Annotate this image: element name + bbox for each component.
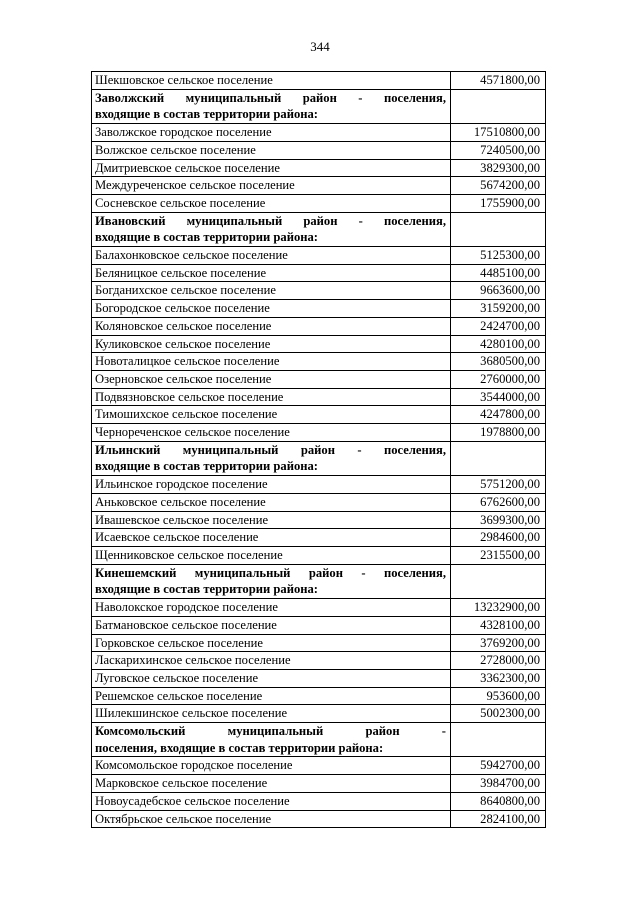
settlement-amount: 3544000,00 bbox=[451, 388, 546, 406]
settlement-amount: 1978800,00 bbox=[451, 424, 546, 442]
settlement-name: Куликовское сельское поселение bbox=[92, 335, 451, 353]
settlement-amount: 3829300,00 bbox=[451, 159, 546, 177]
district-header-line: входящие в состав территории района: bbox=[95, 582, 318, 597]
settlement-amount: 5751200,00 bbox=[451, 476, 546, 494]
settlement-amount: 7240500,00 bbox=[451, 141, 546, 159]
settlement-amount: 3159200,00 bbox=[451, 300, 546, 318]
settlement-name: Ласкарихинское сельское поселение bbox=[92, 652, 451, 670]
table-row bbox=[92, 476, 546, 494]
settlement-name: Батмановское сельское поселение bbox=[92, 616, 451, 634]
table-row bbox=[92, 493, 546, 511]
district-header-line: входящие в состав территории района: bbox=[95, 230, 318, 245]
settlement-amount: 2424700,00 bbox=[451, 317, 546, 335]
table-row bbox=[92, 300, 546, 318]
settlement-amount: 3699300,00 bbox=[451, 511, 546, 529]
table-row bbox=[92, 687, 546, 705]
settlement-name: Волжское сельское поселение bbox=[92, 141, 451, 159]
table-body bbox=[92, 72, 546, 828]
district-header-line: Заволжский муниципальный район - поселения, bbox=[95, 90, 446, 105]
settlement-name: Богородское сельское поселение bbox=[92, 300, 451, 318]
district-header-row bbox=[92, 212, 546, 246]
settlement-name: Ильинское городское поселение bbox=[92, 476, 451, 494]
district-header bbox=[92, 723, 451, 757]
table-row bbox=[92, 792, 546, 810]
table-row bbox=[92, 159, 546, 177]
table-row bbox=[92, 406, 546, 424]
table-row bbox=[92, 72, 546, 90]
table-row bbox=[92, 141, 546, 159]
table-row bbox=[92, 282, 546, 300]
table-row bbox=[92, 775, 546, 793]
district-header bbox=[92, 441, 451, 475]
table-row bbox=[92, 177, 546, 195]
table-row bbox=[92, 529, 546, 547]
settlement-amount: 5942700,00 bbox=[451, 757, 546, 775]
settlement-amount: 3769200,00 bbox=[451, 634, 546, 652]
settlement-amount: 2728000,00 bbox=[451, 652, 546, 670]
settlement-name: Комсомольское городское поселение bbox=[92, 757, 451, 775]
table-row bbox=[92, 264, 546, 282]
settlement-name: Сосневское сельское поселение bbox=[92, 194, 451, 212]
settlement-amount: 1755900,00 bbox=[451, 194, 546, 212]
settlement-name: Шекшовское сельское поселение bbox=[92, 72, 451, 90]
settlement-amount: 2760000,00 bbox=[451, 370, 546, 388]
table-row bbox=[92, 705, 546, 723]
settlement-amount: 4571800,00 bbox=[451, 72, 546, 90]
settlement-name: Беляницкое сельское поселение bbox=[92, 264, 451, 282]
settlement-name: Шилекшинское сельское поселение bbox=[92, 705, 451, 723]
settlement-name: Балахонковское сельское поселение bbox=[92, 247, 451, 265]
settlement-name: Луговское сельское поселение bbox=[92, 669, 451, 687]
settlement-name: Заволжское городское поселение bbox=[92, 124, 451, 142]
table-row bbox=[92, 335, 546, 353]
settlement-amount: 3362300,00 bbox=[451, 669, 546, 687]
district-header-line: входящие в состав территории района: bbox=[95, 107, 318, 122]
settlement-amount: 4247800,00 bbox=[451, 406, 546, 424]
settlement-name: Наволокское городское поселение bbox=[92, 599, 451, 617]
district-header-line: Комсомольский муниципальный район - bbox=[95, 724, 446, 739]
settlement-amount: 4328100,00 bbox=[451, 616, 546, 634]
table-row bbox=[92, 616, 546, 634]
settlement-name: Новоталицкое сельское поселение bbox=[92, 353, 451, 371]
table-row bbox=[92, 194, 546, 212]
settlement-amount: 5674200,00 bbox=[451, 177, 546, 195]
district-header-amount-empty bbox=[451, 89, 546, 123]
table-row bbox=[92, 669, 546, 687]
district-header-row bbox=[92, 723, 546, 757]
settlement-name: Междуреченское сельское поселение bbox=[92, 177, 451, 195]
district-header-row bbox=[92, 441, 546, 475]
settlement-name: Озерновское сельское поселение bbox=[92, 370, 451, 388]
district-header-row bbox=[92, 89, 546, 123]
district-header-amount-empty bbox=[451, 723, 546, 757]
table-row bbox=[92, 124, 546, 142]
settlement-name: Чернореченское сельское поселение bbox=[92, 424, 451, 442]
settlement-name: Решемское сельское поселение bbox=[92, 687, 451, 705]
settlement-name: Тимошихское сельское поселение bbox=[92, 406, 451, 424]
settlement-amount: 3680500,00 bbox=[451, 353, 546, 371]
table-row bbox=[92, 511, 546, 529]
district-header-amount-empty bbox=[451, 212, 546, 246]
table-row bbox=[92, 546, 546, 564]
settlement-amount: 3984700,00 bbox=[451, 775, 546, 793]
settlement-name: Ивашевское сельское поселение bbox=[92, 511, 451, 529]
table-row bbox=[92, 388, 546, 406]
table-row bbox=[92, 424, 546, 442]
settlement-amount: 13232900,00 bbox=[451, 599, 546, 617]
settlement-name: Марковское сельское поселение bbox=[92, 775, 451, 793]
district-header-line: Ильинский муниципальный район - поселения, bbox=[95, 442, 446, 457]
district-header-amount-empty bbox=[451, 441, 546, 475]
table-row bbox=[92, 317, 546, 335]
settlement-amount: 4485100,00 bbox=[451, 264, 546, 282]
settlement-amount: 2984600,00 bbox=[451, 529, 546, 547]
settlement-amount: 8640800,00 bbox=[451, 792, 546, 810]
table-row bbox=[92, 810, 546, 828]
settlement-amount: 2824100,00 bbox=[451, 810, 546, 828]
page-number: 344 bbox=[310, 39, 330, 54]
district-header-line: входящие в состав территории района: bbox=[95, 459, 318, 474]
settlement-amount: 9663600,00 bbox=[451, 282, 546, 300]
settlement-name: Исаевское сельское поселение bbox=[92, 529, 451, 547]
district-header-line: Кинешемский муниципальный район - поселения, bbox=[95, 565, 446, 580]
table-row bbox=[92, 247, 546, 265]
table-row bbox=[92, 652, 546, 670]
settlement-name: Коляновское сельское поселение bbox=[92, 317, 451, 335]
table-row bbox=[92, 599, 546, 617]
settlement-amount: 17510800,00 bbox=[451, 124, 546, 142]
table-row bbox=[92, 634, 546, 652]
settlement-amount: 4280100,00 bbox=[451, 335, 546, 353]
district-header bbox=[92, 212, 451, 246]
settlement-amount: 6762600,00 bbox=[451, 493, 546, 511]
settlement-name: Горковское сельское поселение bbox=[92, 634, 451, 652]
settlement-name: Новоусадебское сельское поселение bbox=[92, 792, 451, 810]
settlement-amount: 953600,00 bbox=[451, 687, 546, 705]
settlement-amount: 5002300,00 bbox=[451, 705, 546, 723]
settlement-amount: 2315500,00 bbox=[451, 546, 546, 564]
district-header bbox=[92, 89, 451, 123]
settlement-name: Подвязновское сельское поселение bbox=[92, 388, 451, 406]
district-header bbox=[92, 564, 451, 598]
settlement-name: Щенниковское сельское поселение bbox=[92, 546, 451, 564]
table-row bbox=[92, 370, 546, 388]
settlement-name: Дмитриевское сельское поселение bbox=[92, 159, 451, 177]
settlements-table bbox=[91, 71, 546, 828]
settlement-amount: 5125300,00 bbox=[451, 247, 546, 265]
district-header-line: поселения, входящие в состав территории района: bbox=[95, 740, 384, 755]
settlement-name: Богданихское сельское поселение bbox=[92, 282, 451, 300]
table-row bbox=[92, 757, 546, 775]
district-header-row bbox=[92, 564, 546, 598]
settlement-name: Октябрьское сельское поселение bbox=[92, 810, 451, 828]
district-header-line: Ивановский муниципальный район - поселения, bbox=[95, 213, 446, 228]
settlement-name: Аньковское сельское поселение bbox=[92, 493, 451, 511]
table-row bbox=[92, 353, 546, 371]
district-header-amount-empty bbox=[451, 564, 546, 598]
